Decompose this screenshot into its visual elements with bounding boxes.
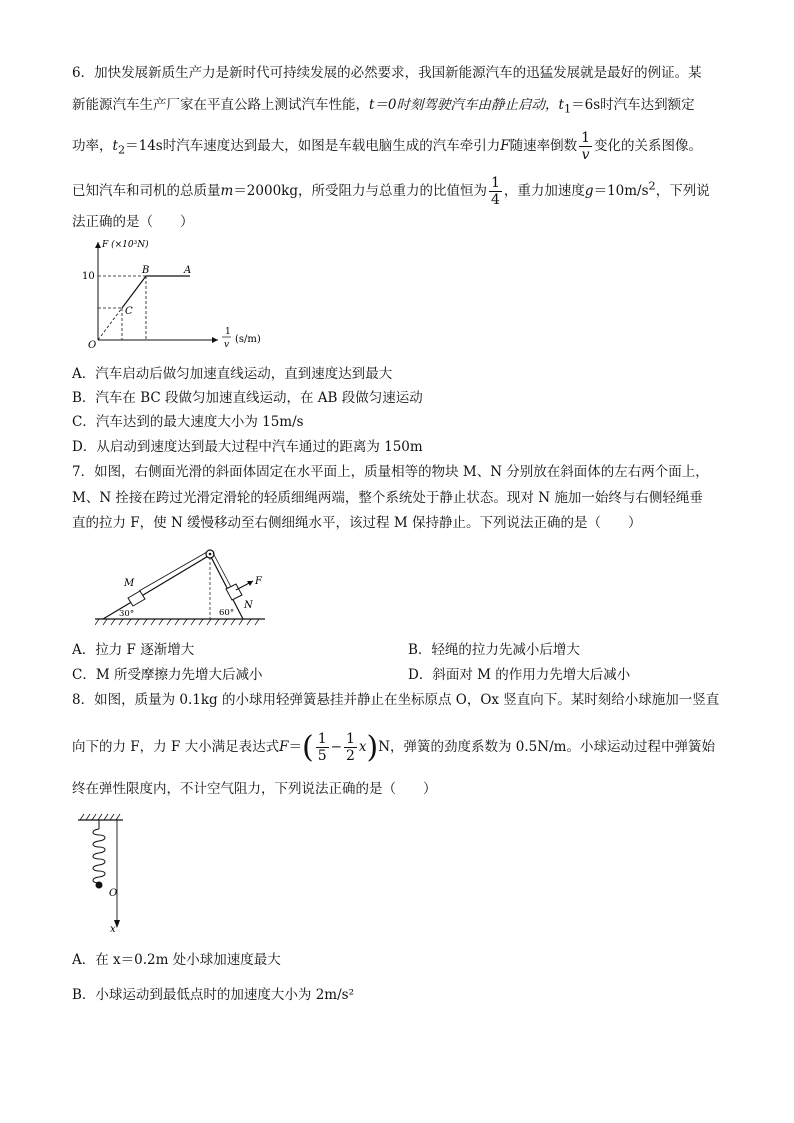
q8-label-x: x — [110, 924, 116, 935]
q6-line-4f-sup: 2 — [648, 179, 656, 193]
q6-dash-origin-c — [98, 308, 122, 340]
q8-eq-f: F — [279, 739, 289, 755]
q7-line-1: 7．如图，右侧面光滑的斜面体固定在水平面上，质量相等的物块 M、N 分别放在斜面体的左右两个面上， — [72, 464, 709, 480]
q6-xlabel-unit: (s/m) — [235, 334, 261, 345]
q7-rope-right — [213, 553, 231, 587]
q6-line-3d: F — [500, 138, 510, 154]
q6-ytick: 10 — [82, 271, 95, 282]
q6-option-a: A．汽车启动后做匀加速直线运动，直到速度达到最大 — [72, 366, 393, 382]
q6-line-4f: ＝10m/s — [593, 183, 649, 199]
q6-line-3a: 功率， — [72, 138, 113, 154]
q8-frac1-den: 5 — [317, 748, 327, 764]
q8-frac1-num: 1 — [317, 731, 327, 747]
q6-line-2d: ＝6s时汽车达到额定 — [571, 97, 695, 113]
q6-frac2-den: 4 — [491, 192, 500, 208]
q6-line-4a: 已知汽车和司机的总质量 — [72, 183, 221, 199]
q8-ball — [96, 882, 103, 889]
q6-line-3c: ＝14s时汽车速度达到最大，如图是车载电脑生成的汽车牵引力 — [125, 138, 501, 154]
q7-angle-left: 30° — [119, 609, 135, 619]
q6-point-c: C — [125, 306, 133, 317]
q8-spring — [93, 829, 105, 883]
q8-eq-x: x — [358, 739, 367, 755]
q6-line-2 — [72, 95, 695, 120]
q6-frac-num: 1 — [581, 130, 591, 146]
q6-line-2a: 新能源汽车生产厂家在平直公路上测试汽车性能， — [72, 97, 369, 113]
q8-option-a: A．在 x＝0.2m 处小球加速度最大 — [72, 952, 281, 968]
q7-line-2: M、N 拴接在跨过光滑定滑轮的轻质细绳两端，整个系统处于静止状态。现对 N 施加一始终与右侧轻绳垂 — [72, 490, 703, 506]
q6-line-1: 6．加快发展新质生产力是新时代可持续发展的必然要求，我国新能源汽车的迅猛发展就是最好的例证。某 — [72, 65, 702, 81]
q7-option-c: C．M 所受摩擦力先增大后减小 — [72, 667, 263, 683]
q7-block-m — [128, 591, 145, 606]
q6-ylabel: F (×10³N) — [102, 240, 149, 250]
q7-option-a: A．拉力 F 逐渐增大 — [72, 642, 195, 658]
q6-frac2-num: 1 — [491, 175, 500, 191]
q6-segment-cb — [122, 276, 146, 308]
q8-line-2a: 向下的力 F，力 F 大小满足表达式 — [72, 739, 280, 755]
q6-origin: O — [88, 340, 97, 351]
q8-frac-1-5 — [316, 731, 329, 764]
q7-option-d: D．斜面对 M 的作用力先增大后减小 — [408, 667, 631, 683]
q6-line-5: 法正确的是（ ） — [72, 214, 194, 230]
q8-paren-right: ) — [366, 729, 379, 765]
q6-line-4c: ＝2000kg，所受阻力与总重力的比值恒为 — [233, 183, 487, 199]
q6-fraction-1-over-v — [579, 130, 592, 163]
q7-label-m: M — [124, 578, 135, 589]
q6-force-graph — [80, 236, 280, 358]
q6-t1-sub: 1 — [563, 102, 572, 116]
q7-angle-right: 60° — [219, 608, 235, 618]
q6-point-a: A — [184, 265, 192, 276]
q7-rope-left — [139, 552, 207, 591]
q6-xlabel-den: v — [224, 340, 230, 350]
q6-line-2b: t＝0时刻驾驶汽车由静止启动， — [369, 97, 559, 113]
q8-frac2-den: 2 — [345, 748, 355, 764]
q8-line-2 — [72, 727, 715, 767]
q6-t1: t — [558, 97, 564, 113]
q7-label-f: F — [255, 576, 262, 587]
q8-paren-left: ( — [301, 729, 314, 765]
q8-frac2-num: 1 — [345, 731, 355, 747]
q7-line-3: 直的拉力 F，使 N 缓慢移动至右侧细绳水平，该过程 M 保持静止。下列说法正确的是（ ） — [72, 515, 642, 531]
q7-label-n: N — [244, 600, 253, 611]
q8-eq-minus: − — [330, 739, 342, 755]
q6-line-3f: 变化的关系图像。 — [594, 138, 703, 154]
q8-line-1: 8．如图，质量为 0.1kg 的小球用轻弹簧悬挂并静止在坐标原点 O，Ox 竖直向下。某时刻给小球施加一竖直 — [72, 692, 720, 708]
q6-line-3e: 随速率倒数 — [509, 138, 578, 154]
q8-label-o: O — [109, 888, 118, 899]
q6-line-4 — [72, 175, 710, 208]
q7-option-b: B．轻绳的拉力先减小后增大 — [408, 642, 580, 658]
q8-spring-figure — [75, 810, 135, 935]
q6-point-b: B — [142, 265, 150, 276]
q6-line-3 — [72, 130, 702, 163]
q8-line-3: 终在弹性限度内，不计空气阻力，下列说法正确的是（ ） — [72, 781, 437, 797]
q8-eq-eq: ＝ — [288, 739, 302, 755]
q6-t2: t — [112, 138, 118, 154]
q6-option-b: B．汽车在 BC 段做匀加速直线运动，在 AB 段做匀速运动 — [72, 390, 423, 406]
q7-incline-figure — [95, 545, 275, 627]
q6-line-4d: ，重力加速度 — [503, 183, 585, 199]
q6-fraction-1-over-4 — [489, 175, 502, 208]
q6-frac-den: v — [581, 147, 590, 163]
q6-option-d: D．从启动到速度达到最大过程中汽车通过的距离为 150m — [72, 439, 423, 455]
q7-block-n — [226, 584, 242, 600]
q8-frac-1-2 — [344, 731, 357, 764]
q8-line-2b: N，弹簧的劲度系数为 0.5N/m。小球运动过程中弹簧始 — [378, 739, 715, 755]
q8-option-b: B．小球运动到最低点时的加速度大小为 2m/s² — [72, 987, 354, 1003]
q6-line-4e: g — [584, 183, 594, 199]
q6-xlabel-num: 1 — [225, 327, 231, 337]
q6-t2-sub: 2 — [117, 143, 126, 157]
q6-option-c: C．汽车达到的最大速度大小为 15m/s — [72, 414, 304, 430]
q6-line-4g: ，下列说 — [655, 183, 710, 199]
q6-line-4b: m — [220, 183, 234, 199]
